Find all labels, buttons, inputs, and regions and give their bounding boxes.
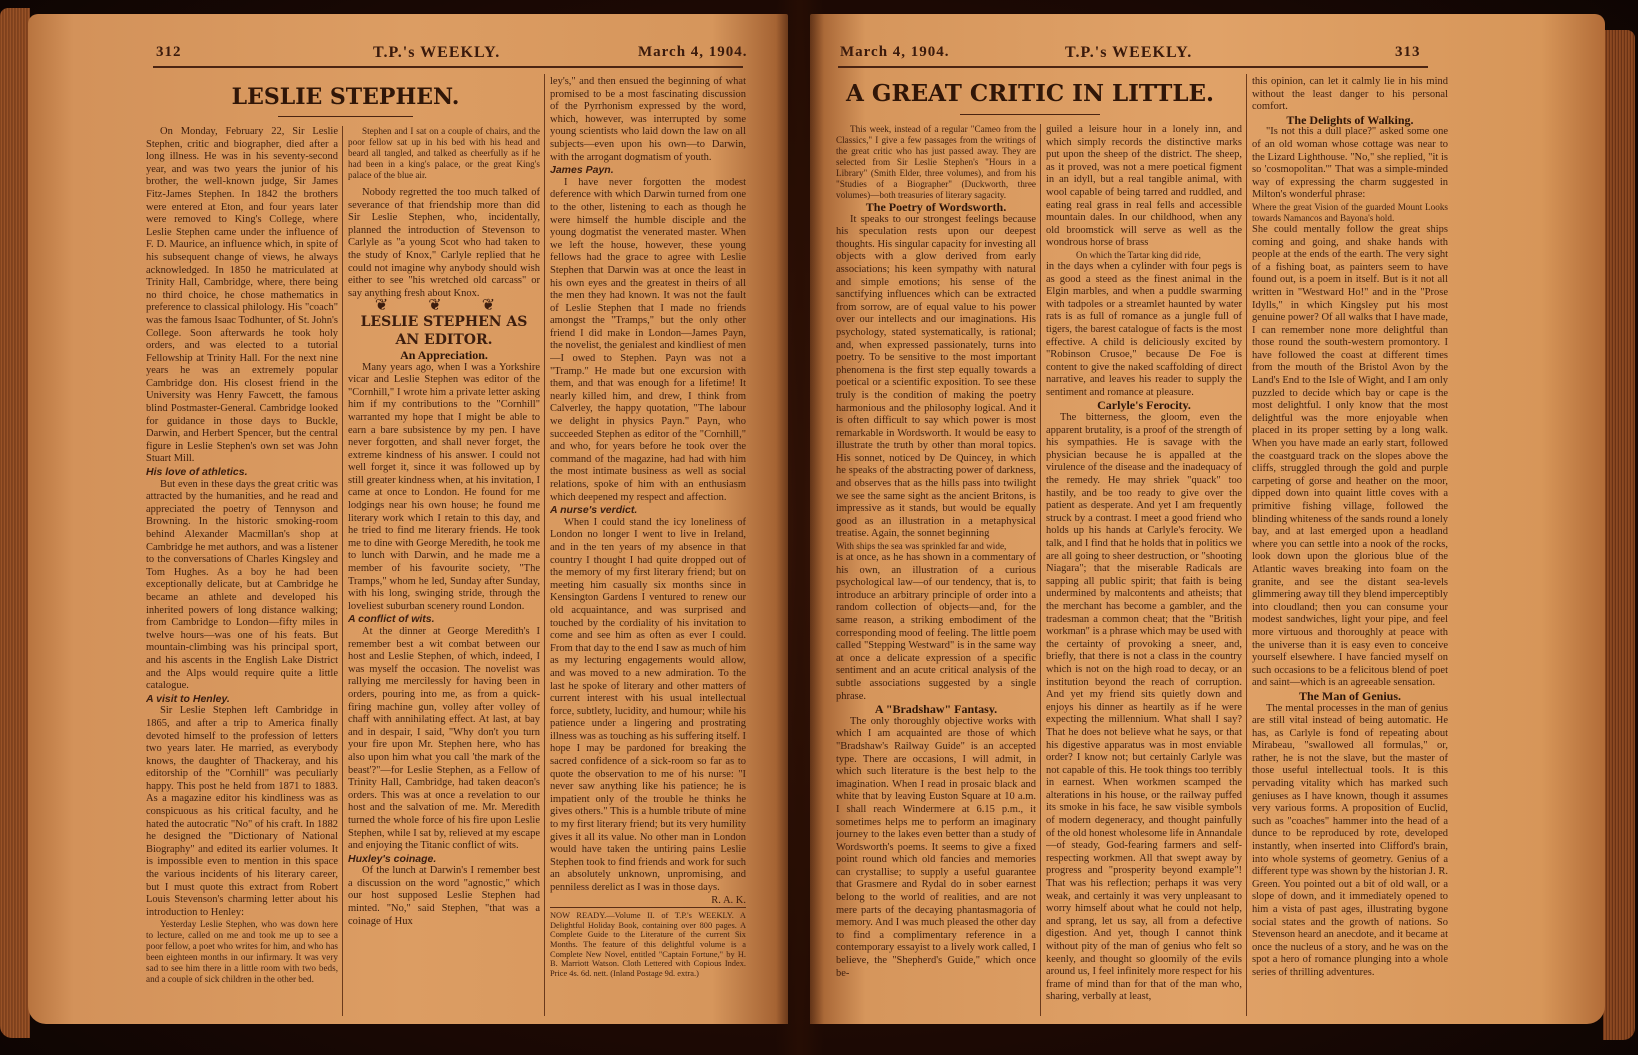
right-date: March 4, 1904. [840, 44, 950, 60]
section-heading: Carlyle's Ferocity. [1097, 398, 1191, 413]
title-underline [278, 116, 413, 117]
section-heading: Huxley's coinage. [348, 852, 437, 865]
paragraph: On Monday, February 22, Sir Leslie Stephen, critic and biographer, died after a long illness. He was in his seventy-second year, and was two years the junior of his brother, the well-known judge, Sir James Fitz-James Stephen. In 1842 the brothers were entered at Eton, and four years later were removed to King's College, where Leslie Stephen came under the influence of F. D. Maurice, an influence which, in spite of his subsequent change of views, he always acknowledged. In 1850 he matriculated at Trinity Hall, Cambridge, where, there being no third choice, he chose mathematics in preference to classical philology. His "coach" was the famous Isaac Todhunter, of St. John's College. Soon afterwards he took holy orders, and was elected to a tutorial Fellowship at Trinity Hall. For the next nine years he was an extremely popular Cambridge don. His closest friend in the University was Henry Fawcett, the famous blind Postmaster-General. Cambridge looked for guidance in those days to Buckle, Darwin, and Herbert Spencer, but the central figure in Leslie Stephen's own set was John Stuart Mill. [146, 126, 338, 465]
paragraph: is at once, as he has shown in a commentary of his own, an illustration of a curious psychological law—of our tendency, that is, to introduce an arbitrary principle of order into a random collection of objects—and, for the same reason, a striking embodiment of the corresponding mood of feeling. The little poem called "Stepping Westward" is in the same way at once a delicate expression of a specific sentiment and an acute critical analysis of the subtle associations suggested by a single phrase. [836, 552, 1036, 702]
paragraph: The only thoroughly objective works with which I am acquainted are those of which "Bradshaw's Railway Guide" is an accepted type. There are occasions, I will admit, in which such literature is the best help to the imagination. When I read in prosaic black and white that by leaving Euston Square at 10 a.m. I shall reach Windermere at 6.15 p.m., it sometimes helps me to perform an imaginary journey to the lakes even better than a study of Wordsworth's poems. It seems to give a fixed point round which old fancies and memories can crystallise; to supply a useful guarantee that Grasmere and Rydal do in sober earnest belong to the world of realities, and are not mere parts of the decaying phantasmagoria of memory. And I was much pleased the other day to find a complimentary reference in a contemporary essayist to a lively work called, I believe, the "Shepherd's Guide," which once be- [836, 715, 1036, 979]
paragraph: "Is not this a dull place?" asked some one of an old woman whose cottage was near to the Lizard Lighthouse. "No," she replied, "it is so 'cosmopolitan.'" That was a simple-minded way of expressing the charm suggested in Milton's wonderful phrase: [1252, 126, 1448, 201]
paragraph: She could mentally follow the great ships coming and going, and shake hands with people at the ends of the earth. The very sight of a fishing boat, as painters seem to have found out, is a poem in itself. But is it not all written in "Westward Ho!" and in the "Prose Idylls," in which Kingsley put his most genuine power? Of all walks that I have made, I can remember none more delightful than those round the south-western promontory. I have followed the coast at different times from the mouth of the Bristol Avon by the Land's End to the Isle of Wight, and I am only puzzled to decide which bay or cape is the most delightful. I only know that the most delightful was the more enjoyable when placed in its proper setting by a long walk. When you have made an early start, followed the coastguard track on the slopes above the cliffs, struggled through the gold and purple carpeting of gorse and heather on the moor, dipped down into quaint little coves with a primitive fishing village, followed the blinding whiteness of the sands round a lonely bay, and at last emerged upon a headland where you can settle into a nook of the rocks, look down upon the glorious blue of the Atlantic waves breaking into foam on the granite, and see the distant sea-levels glimmering away till they blend imperceptibly into cloudland; then you can consume your modest sandwiches, light your pipe, and feel more virtuous and thoroughly at peace with the universe than it is easy even to conceive yourself elsewhere. I have fancied myself on such occasions to be a felicitous blend of poet and saint—which is an agreeable sensation. [1252, 223, 1448, 689]
paragraph: It speaks to our strongest feelings because his speculation rests upon our deepest thoughts. His singular capacity for investing all objects with a glow derived from early associations; his keen sympathy with natural and simple emotions; his sense of the sanctifying influences which can be extracted from sorrow, are of equal value to his power over our intellects and our imaginations. His psychology, stated systematically, is rational; and, when expressed passionately, turns into poetry. To be sensitive to the most important phenomena is the first step equally towards a poetical or a scientific exposition. To see these truly is the condition of making the poetry harmonious and the philosophy logical. And it is often difficult to say which power is most remarkable in Wordsworth. It would be easy to illustrate the truth by other than moral topics. His sonnet, noticed by De Quincey, in which he speaks of the abstracting power of darkness, and observes that as the hills pass into twilight we see the same sight as the ancient Britons, is impressive as it stands, but would be equally good as an illustration in a metaphysical treatise. Again, the sonnet beginning [836, 213, 1036, 540]
verse-quote: On which the Tartar king did ride, [1076, 249, 1201, 260]
paragraph: At the dinner at George Meredith's I remember best a wit combat between our host and Leslie Stephen, of which, indeed, I was myself the occasion. The novelist was rallying me mercilessly for having been in orders, pouring into me, as from a quick-firing machine gun, volley after volley of chaff with annihilating effect. At last, at bay and in despair, I said, "Why don't you turn your fire upon Mr. Stephen here, who has also upon him what you call 'the mark of the beast'?"—for Leslie Stephen, as a Fellow of Trinity Hall, Cambridge, had taken deacon's orders. This was at once a revelation to our host and the salvation of me. Mr. Meredith turned the whole force of his fire upon Leslie Stephen, while I sat by, relieved at my escape and enjoying the Titanic conflict of wits. [348, 626, 540, 852]
right-article-title: A GREAT CRITIC IN LITTLE. [845, 80, 1215, 107]
right-column-3 [1252, 76, 1448, 1016]
left-article-title: LESLIE STEPHEN. [231, 84, 460, 110]
column-divider [1040, 124, 1041, 1016]
paragraph: The mental processes in the man of genius are still vital instead of being automatic. He has, as Carlyle is fond of repeating about Mirabeau, "swallowed all formulas," or, rather, he is not the slave, but the master of those useful intellectual tools. It is this pervading vitality which has marked such geniuses as I have known, though it assumes very various forms. A proposition of Euclid, such as "coaches" hammer into the head of a dunce to be reproduced by rote, developed instantly, when inserted into Clifford's brain, into whole systems of geometry. Genius of a different type was shown by the historian J. R. Green. You pointed out a bit of old wall, or a slope of down, and it immediately opened to him a vista of past ages, illustrating bygone social states and the growth of nations. So Stevenson heard an anecdote, and it became at once the nucleus of a story, and he was on the spot a hero of romance plunging into a whole series of thrilling adventures. [1252, 702, 1448, 978]
section-heading: A nurse's verdict. [550, 504, 638, 517]
paragraph: this opinion, can let it calmly lie in his mind without the least danger to his personal comfort. [1252, 76, 1448, 113]
verse-quote: With ships the sea was sprinkled far and wide, [836, 541, 1007, 552]
column-divider [1246, 74, 1247, 1016]
right-column-1 [836, 124, 1036, 1016]
left-column-2 [348, 126, 540, 1016]
paragraph: When I could stand the icy loneliness of London no longer I went to live in Ireland, and in the ten years of my absence in that country I thought I had quite dropped out of the memory of my first literary friend; but on meeting him casually six months since in Kensington Gardens I ventured to renew our old acquaintance, and was surprised and touched by the cordiality of his invitation to come and see him as often as ever I could. From that day to the end I saw as much of him as my lecturing engagements would allow, and was moved to a new admiration. To the last he spoke of literary and other matters of current interest with his usual intellectual force, subtlety, lucidity, and humour; while his patience under a lingering and prostrating illness was as touching as his suffering itself. I hope I may be pardoned for breaking the sacred confidence of a sick-room so far as to quote the observation to me of his nurse: "I never saw anything like his patience; he is impatient only of the trouble he thinks he gives others." This is a humble tribute of mine to my first literary friend; but its very humility gives it all its value. No other man in London would have taken the untiring pains Leslie Stephen took to find friends and work for such an absolutely unknown, unpromising, and penniless derelict as I was in those days. [550, 516, 746, 893]
sub-article-title: LESLIE STEPHEN AS AN EDITOR. [360, 313, 528, 348]
section-heading: A "Bradshaw" Fantasy. [874, 702, 998, 717]
title-underline [960, 114, 1100, 115]
right-page [810, 14, 1605, 1024]
section-heading: The Man of Genius. [1298, 688, 1401, 703]
right-running-head: T.P.'s WEEKLY. [1065, 44, 1193, 61]
advertisement: NOW READY.—Volume II. of T.P.'s WEEKLY. A Delightful Holiday Book, containing over 800 pages. A Complete Guide to the Literature of the current Six Months. The feature of this delightful volume is a Complete New Novel, entitled "Captain Fortune," by H. B. Marriott Watson. Cloth Lettered with Copious Index. Price 4s. 6d. nett. (Inland Postage 9d. extra.) [550, 907, 746, 978]
paragraph: Nobody regretted the too much talked of severance of that friendship more than did Sir Leslie Stephen, who, incidentally, planned the introduction of Stevenson to Carlyle as "a young Scot who had taken to the study of Knox," Carlyle replied that he could not imagine why anybody should wish either to see "his wretched old carcass" or say anything fresh about Knox. [348, 187, 540, 299]
paragraph: The bitterness, the gloom, even the apparent brutality, is a proof of the strength of his sympathies. He is savage with the physician because he is appalled at the virulence of the disease and the inadequacy of the remedy. He may shriek "quack" too hastily, and be too ready to give over the patient as desperate. And yet I am frequently struck by a contrast. I meet a good friend who holds up his hands at Carlyle's ferocity. We talk, and I find that he holds that in politics we are all going to sheer destruction, or "shooting Niagara"; that the miserable Radicals are sapping all public spirit; that faith is being undermined by malcontents and atheists; that the merchant has become a gambler, and the tradesman a common cheat; that the "British workman" is a phrase which may be used with the certainty of provoking a sneer, and, briefly, that there is not a class in the country which is not on the high road to decay, or an institution beyond the reach of corruption. And yet my friend sits quietly down and enjoys his dinner as heartily as if he were expecting the millennium. What shall I say? That he does not believe what he says, or that his digestive apparatus was in most enviable order? I know not; but certainly Carlyle was not capable of this. He took things too terribly in earnest. When workmen scamped the alterations in his house, or the railway puffed its smoke in his face, he saw visible symbols of modern degeneracy, and thought painfully of the old honest wholesome life in Annandale—of steady, God-fearing farmers and self-respecting workmen. All that swept away by progress and "prosperity beyond example"! That was his reflection; perhaps it was very weak, and certainly it was very unpleasant to worry himself about what he could not help, and sprang, let us say, all from a defective digestion. And yet, though I cannot think without pity of the man of genius who felt so keenly, and thought so gloomily of the evils around us, I feel infinitely more respect for his frame of mind than for that of the man who, sharing, verbally at least, [1046, 412, 1242, 1003]
paragraph: in the days when a cylinder with four pegs is as good a steed as the finest animal in the Elgin marbles, and when a puddle swarming with tadpoles or a streamlet haunted by water rats is as full of romance as a jungle full of tigers, the barest catalogue of facts is the most effective. A child is deliciously excited by "Robinson Crusoe," because De Foe is content to give the naked scaffolding of direct narrative, and leaves his reader to supply the sentiment and romance at pleasure. [1046, 260, 1242, 398]
paragraph: I have never forgotten the modest deference with which Darwin turned from one to the other, listening to each as though he were himself the humble disciple and the young dogmatist the venerated master. When we left the house, however, these young fellows had the grace to agree with Leslie Stephen that Darwin was at once the least in his own eyes and the greatest in theirs of all the men they had known. It was not the fault of Leslie Stephen that I made no friends amongst the "Tramps," but the only other friend I did make in London—James Payn, the novelist, the genialest and kindliest of men—I owed to Stephen. Payn was not a "Tramp." He made but one excursion with them, and that was enough for a lifetime! It nearly killed him, and drew, I think from Calverley, the happy quotation, "The labour we delight in physics Payn." Payn, who succeeded Stephen as editor of the "Cornhill," and who, for years before he took over the command of the magazine, had had with him the most intimate business as well as social relations, spoke of him with an enthusiasm which deepened my respect and affection. [550, 176, 746, 503]
right-page-edges [1603, 30, 1635, 1040]
left-header-rule [153, 66, 743, 68]
ornament: ❦ ❦ ❦ [374, 297, 514, 315]
left-page [28, 14, 788, 1024]
quoted-letter: Stephen and I sat on a couple of chairs, and the poor fellow sat up in his bed with his head and beard all tangled, and talked as cheerfully as if he had been in a king's palace, or the great King's palace of the blue air. [348, 126, 540, 180]
verse-quote: Where the great Vision of the guarded Mount Looks towards Namancos and Bayona's hold. [1252, 201, 1448, 223]
column-divider [544, 74, 545, 1016]
paragraph: Sir Leslie Stephen left Cambridge in 1865, and after a trip to America finally devoted himself to the profession of letters two years later. He married, as everybody knows, the daughter of Thackeray, and his editorship of the "Cornhill" was peculiarly happy. This post he held from 1871 to 1883. As a magazine editor his kindliness was as conspicuous as his critical faculty, and he hated the autocratic "No" of his craft. In 1882 he designed the "Dictionary of National Biography" and edited its earlier volumes. It is impossible even to mention in this space the various incidents of his literary career, but I must quote this extract from Robert Louis Stevenson's charming letter about his introduction to Henley: [146, 705, 338, 918]
section-heading: A conflict of wits. [348, 613, 435, 626]
book-gutter [776, 0, 824, 1055]
intro-note: This week, instead of a regular "Cameo from the Classics," I give a few passages from the writings of the great critic who has just passed away. They are selected from Sir Leslie Stephen's "Hours in a Library" (Smith Elder, three volumes), and from his "Studies of a Biographer" (Duckworth, three volumes)—both treasuries of literary sagacity. [836, 124, 1036, 200]
signature: R. A. K. [711, 894, 746, 906]
section-heading: The Poetry of Wordsworth. [865, 200, 1007, 214]
left-date: March 4, 1904. [638, 44, 748, 60]
quoted-letter: Yesterday Leslie Stephen, who was down here to lecture, called on me and took me up to see a poor fellow, a poet who writes for him, and who has been eighteen months in our infirmary. It was very sad to see him there in a little room with two beds, and a couple of sick children in the other bed. [146, 919, 338, 985]
section-heading: His love of athletics. [146, 466, 248, 479]
section-heading: A visit to Henley. [146, 692, 230, 705]
left-column-3 [550, 76, 746, 1016]
left-column-1 [146, 126, 338, 1016]
left-page-edges [0, 8, 30, 1038]
right-header-rule [838, 66, 1428, 68]
left-running-head: T.P.'s WEEKLY. [373, 44, 501, 61]
column-divider [342, 126, 343, 1016]
right-column-2 [1046, 124, 1242, 1016]
paragraph: ley's," and then ensued the beginning of what promised to be a most fascinating discussion of the Pyrrhonism expressed by the word, which, however, was interrupted by some young scientists who laid down the law on all subjects—even upon his own—to Darwin, with the arrogant dogmatism of youth. [550, 76, 746, 163]
paragraph: Many years ago, when I was a Yorkshire vicar and Leslie Stephen was editor of the "Cornhill," I wrote him a private letter asking him if my contributions to the "Cornhill" warranted my hope that I might be able to earn a bare subsistence by my pen. I have never forgotten, and shall never forget, the extreme kindness of his answer. I could not well forget it, since it was followed up by still greater kindness when, at his invitation, I came at once to London. He found for me lodgings near his own house; he found me literary work which I retain to this day, and he tried to find me literary friends. He took me to dine with George Meredith, he took me to lunch with Darwin, and he made me a member of his favourite society, "The Tramps," whom he led, Sunday after Sunday, with his long, swinging stride, through the loveliest suburban scenery round London. [348, 361, 540, 612]
paragraph: Of the lunch at Darwin's I remember best a discussion on the word "agnostic," which our host supposed Leslie Stephen had minted. "No," said Stephen, "that was a coinage of Hux [348, 865, 540, 927]
paragraph: But even in these days the great critic was attracted by the humanities, and he read and appreciated the poetry of Tennyson and Browning. In the historic smoking-room behind Alexander Macmillan's shop at Cambridge he met authors, and was a listener to the conversations of Charles Kingsley and Tom Hughes. As a boy he had been exceptionally delicate, but at Cambridge he became an athlete and developed his inherited powers of long distance walking; from Cambridge to London—fifty miles in twelve hours—was one of his feats. But mountain-climbing was his principal sport, and his ascents in the English Lake District and the Alps would require quite a little catalogue. [146, 478, 338, 692]
section-heading: James Payn. [550, 164, 614, 177]
sub-article-subtitle: An Appreciation. [400, 347, 488, 362]
paragraph: guiled a leisure hour in a lonely inn, and which simply records the distinctive marks put upon the sheep of the district. The sheep, as it proved, was not a mere poetical figment in an idyll, but a real tangible animal, with wool capable of being tarred and ruddled, and eating real grass in real fells and accessible mountain dales. In our childhood, when any old broomstick will serve as well as the wondrous horse of brass [1046, 124, 1242, 249]
left-page-number: 312 [156, 44, 182, 60]
section-heading: The Delights of Walking. [1286, 112, 1414, 127]
right-page-number: 313 [1395, 44, 1421, 60]
